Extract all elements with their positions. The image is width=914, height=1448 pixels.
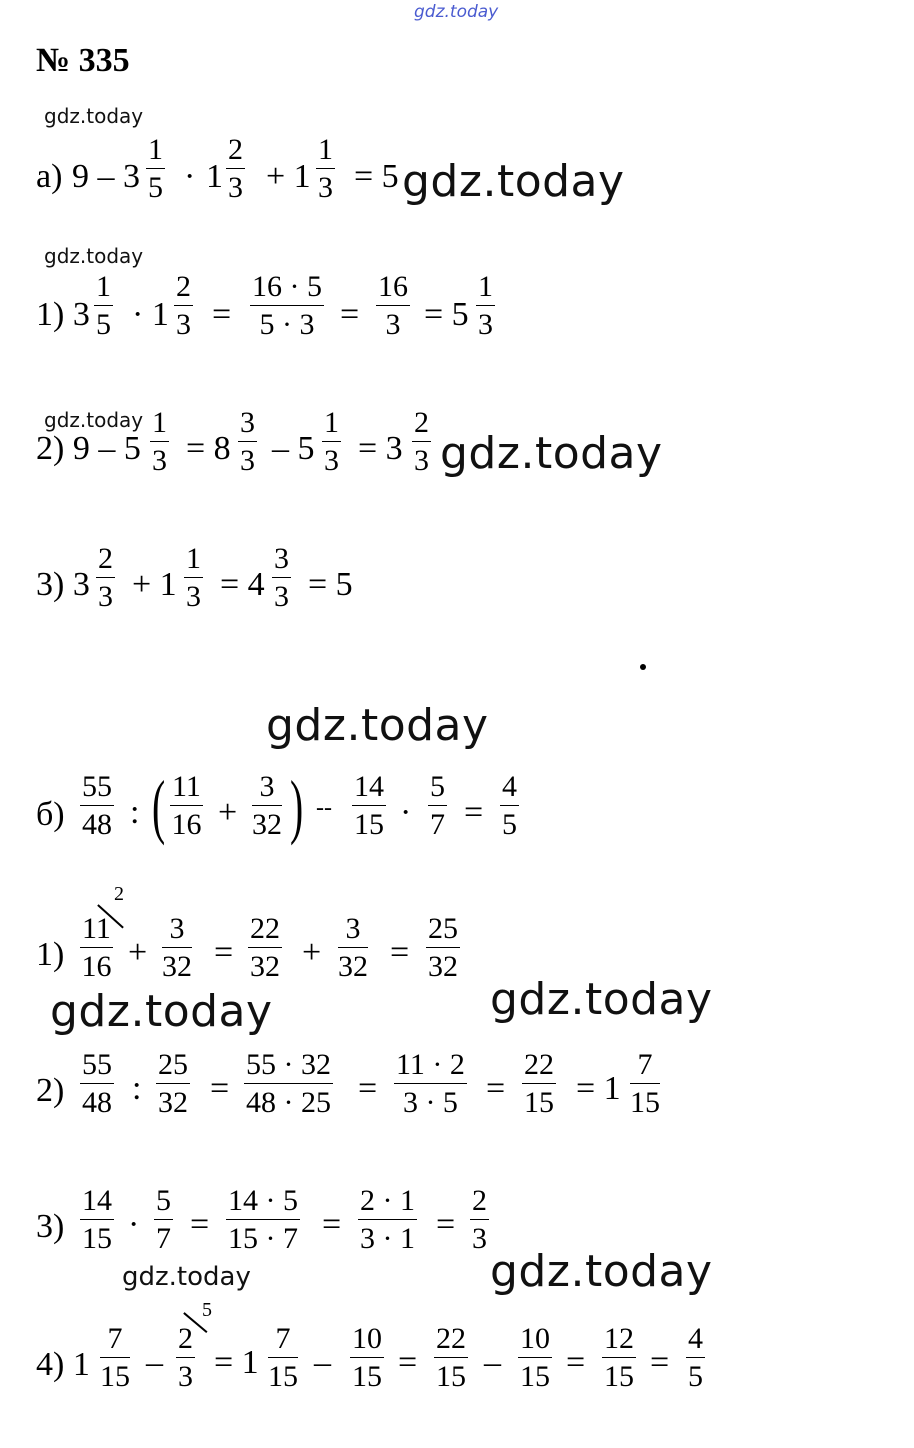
result: = 5 (308, 566, 353, 603)
part-label: б) (36, 796, 65, 833)
denominator: 32 (252, 808, 282, 841)
fraction (518, 1324, 552, 1392)
fraction (174, 272, 193, 340)
numerator: 3 (252, 772, 282, 806)
watermark-top: gdz.today (414, 2, 499, 22)
equals: = (358, 1070, 378, 1107)
fraction (350, 1324, 384, 1392)
operator: + (218, 794, 238, 831)
denominator: 15 · 7 (228, 1222, 298, 1255)
denominator: 16 (81, 950, 112, 983)
fraction (470, 1186, 489, 1254)
denominator: 15 (524, 1086, 554, 1119)
fraction (322, 408, 341, 476)
numerator: 22 (434, 1324, 468, 1358)
fraction (170, 772, 203, 840)
numerator: 55 · 32 (244, 1050, 333, 1084)
numerator: 14 · 5 (226, 1186, 300, 1220)
numerator: 7 (268, 1324, 298, 1358)
numerator: 2 (174, 272, 193, 306)
numerator: 22 (248, 914, 282, 948)
watermark: gdz.today (402, 156, 625, 207)
equals: = (436, 1206, 456, 1243)
numerator: 2 · 1 (358, 1186, 417, 1220)
denominator: 32 (428, 950, 458, 983)
numerator: 22 (522, 1050, 556, 1084)
fraction (522, 1050, 556, 1118)
fraction (630, 1050, 660, 1118)
fraction (248, 914, 282, 982)
equals: = (566, 1344, 586, 1381)
numerator: 3 (162, 914, 192, 948)
fraction (146, 135, 165, 203)
numerator: 2 (412, 408, 431, 442)
step-label: 2) 9 – 5 (36, 430, 141, 467)
fraction (412, 408, 431, 476)
part-label: а) (36, 158, 63, 195)
numerator: 1 (184, 544, 203, 578)
denominator: 15 (520, 1360, 550, 1393)
expr-term: 9 – 3 (72, 158, 140, 195)
denominator: 3 (385, 308, 401, 341)
fraction (252, 772, 282, 840)
fraction (156, 1050, 190, 1118)
numerator: 4 (500, 772, 519, 806)
numerator: 25 (156, 1050, 190, 1084)
denominator: 5 (96, 308, 111, 341)
watermark: gdz.today (44, 408, 144, 432)
denominator: 15 (436, 1360, 466, 1393)
numerator: 7 (100, 1324, 130, 1358)
operator: · 1 (132, 296, 169, 333)
denominator: 15 (100, 1360, 130, 1393)
numerator: 11 (80, 914, 113, 948)
watermark: gdz.today (266, 700, 489, 751)
denominator: 48 · 25 (246, 1086, 331, 1119)
fraction (100, 1324, 130, 1392)
watermark: gdz.today (490, 1246, 713, 1297)
denominator: 5 (502, 808, 517, 841)
equals: = 8 (186, 430, 231, 467)
watermark: gdz.today (122, 1262, 251, 1292)
equals: = 1 (214, 1344, 259, 1381)
numerator: 1 (150, 408, 169, 442)
fraction (500, 772, 519, 840)
fraction (428, 772, 447, 840)
equals: = (212, 296, 232, 333)
reduced-value: 5 (202, 1299, 212, 1321)
equals: = 5 (424, 296, 469, 333)
denominator: 3 (478, 308, 493, 341)
operator: + 1 (132, 566, 177, 603)
equals: = (214, 934, 234, 971)
denominator: 32 (158, 1086, 188, 1119)
denominator: 3 (178, 1360, 193, 1393)
denominator: 3 (228, 171, 243, 204)
numerator: 5 (428, 772, 447, 806)
problem-number: № 335 (36, 42, 130, 79)
fraction (80, 914, 113, 982)
fraction (476, 272, 495, 340)
fraction (426, 914, 460, 982)
fraction (80, 772, 114, 840)
numerator: 14 (80, 1186, 114, 1220)
fraction (268, 1324, 298, 1392)
equals: = (190, 1206, 210, 1243)
watermark: gdz.today (44, 104, 144, 128)
watermark: gdz.today (490, 974, 713, 1025)
denominator: 15 (604, 1360, 634, 1393)
step-label: 3) (36, 1208, 65, 1245)
numerator: 4 (686, 1324, 705, 1358)
numerator: 55 (80, 772, 114, 806)
fraction (376, 272, 410, 340)
operator: -- (316, 795, 332, 821)
denominator: 48 (82, 808, 112, 841)
fraction (226, 1186, 300, 1254)
numerator: 2 (226, 135, 245, 169)
denominator: 15 (630, 1086, 660, 1119)
numerator: 1 (316, 135, 335, 169)
watermark: gdz.today (50, 986, 273, 1037)
equals: = (464, 794, 484, 831)
watermark: gdz.today (44, 244, 144, 268)
fraction (250, 272, 324, 340)
numerator: 11 (170, 772, 203, 806)
denominator: 15 (352, 1360, 382, 1393)
operator: – (484, 1344, 501, 1381)
numerator: 16 (376, 272, 410, 306)
fraction (316, 135, 335, 203)
equals: = (210, 1070, 230, 1107)
denominator: 5 · 3 (259, 308, 315, 341)
numerator: 2 (176, 1324, 195, 1358)
denominator: 3 (324, 444, 339, 477)
operator: · (400, 794, 412, 831)
denominator: 3 (98, 580, 113, 613)
numerator: 16 · 5 (250, 272, 324, 306)
operator: + 1 (266, 158, 311, 195)
denominator: 7 (430, 808, 445, 841)
denominator: 3 (318, 171, 333, 204)
numerator: 3 (272, 544, 291, 578)
operator: + (128, 934, 148, 971)
operator: · (184, 158, 196, 195)
denominator: 3 · 1 (360, 1222, 415, 1255)
fraction (162, 914, 192, 982)
equals: = (398, 1344, 418, 1381)
denominator: 3 (240, 444, 255, 477)
right-paren: ) (290, 766, 304, 846)
fraction (176, 1324, 195, 1392)
equals: = (340, 296, 360, 333)
operator: – 5 (272, 430, 315, 467)
numerator: 1 (476, 272, 495, 306)
watermark: gdz.today (440, 428, 663, 479)
denominator: 3 · 5 (402, 1086, 458, 1119)
denominator: 3 (414, 444, 429, 477)
denominator: 48 (82, 1086, 112, 1119)
fraction (352, 772, 386, 840)
equals: = (650, 1344, 670, 1381)
result: = 5 (354, 158, 399, 195)
operator: : (132, 1070, 142, 1107)
denominator: 32 (338, 950, 368, 983)
equals: = (322, 1206, 342, 1243)
denominator: 3 (274, 580, 289, 613)
fraction (238, 408, 257, 476)
numerator: 14 (352, 772, 386, 806)
numerator: 11 · 2 (394, 1050, 467, 1084)
operator: : (130, 794, 140, 831)
fraction (338, 914, 368, 982)
step-label: 1) (36, 936, 65, 973)
denominator: 3 (176, 308, 191, 341)
fraction (96, 544, 115, 612)
fraction (94, 272, 113, 340)
denominator: 15 (354, 808, 384, 841)
numerator: 25 (426, 914, 460, 948)
fraction (686, 1324, 705, 1392)
denominator: 5 (148, 171, 163, 204)
numerator: 10 (350, 1324, 384, 1358)
fraction (244, 1050, 333, 1118)
numerator: 1 (146, 135, 165, 169)
denominator: 32 (162, 950, 192, 983)
equals: = 3 (358, 430, 403, 467)
equals: = 4 (220, 566, 265, 603)
fraction (150, 408, 169, 476)
denominator: 15 (82, 1222, 112, 1255)
denominator: 3 (152, 444, 167, 477)
step-label: 3) 3 (36, 566, 90, 603)
denominator: 32 (250, 950, 280, 983)
denominator: 5 (688, 1360, 703, 1393)
operator: – (314, 1344, 331, 1381)
step-label: 4) 1 (36, 1346, 90, 1383)
fraction (184, 544, 203, 612)
equals: = (486, 1070, 506, 1107)
numerator: 3 (338, 914, 368, 948)
equals: = 1 (576, 1070, 621, 1107)
denominator: 15 (268, 1360, 298, 1393)
operator: + (302, 934, 322, 971)
fraction (602, 1324, 636, 1392)
fraction (394, 1050, 467, 1118)
expr-term: 1 (206, 158, 223, 195)
left-paren: ( (152, 766, 166, 846)
denominator: 3 (472, 1222, 487, 1255)
fraction (226, 135, 245, 203)
fraction (358, 1186, 417, 1254)
step-label: 1) 3 (36, 296, 90, 333)
numerator: 2 (470, 1186, 489, 1220)
numerator: 55 (80, 1050, 114, 1084)
operator: – (146, 1344, 163, 1381)
denominator: 7 (156, 1222, 171, 1255)
fraction (272, 544, 291, 612)
numerator: 7 (630, 1050, 660, 1084)
fraction (154, 1186, 173, 1254)
reduced-value: 2 (114, 883, 124, 905)
fraction (80, 1050, 114, 1118)
fraction (80, 1186, 114, 1254)
numerator: 3 (238, 408, 257, 442)
denominator: 3 (186, 580, 201, 613)
step-label: 2) (36, 1072, 65, 1109)
stray-dot (640, 664, 646, 670)
numerator: 1 (94, 272, 113, 306)
numerator: 5 (154, 1186, 173, 1220)
denominator: 16 (171, 808, 202, 841)
numerator: 10 (518, 1324, 552, 1358)
equals: = (390, 934, 410, 971)
numerator: 2 (96, 544, 115, 578)
numerator: 1 (322, 408, 341, 442)
fraction (434, 1324, 468, 1392)
numerator: 12 (602, 1324, 636, 1358)
operator: · (128, 1206, 140, 1243)
